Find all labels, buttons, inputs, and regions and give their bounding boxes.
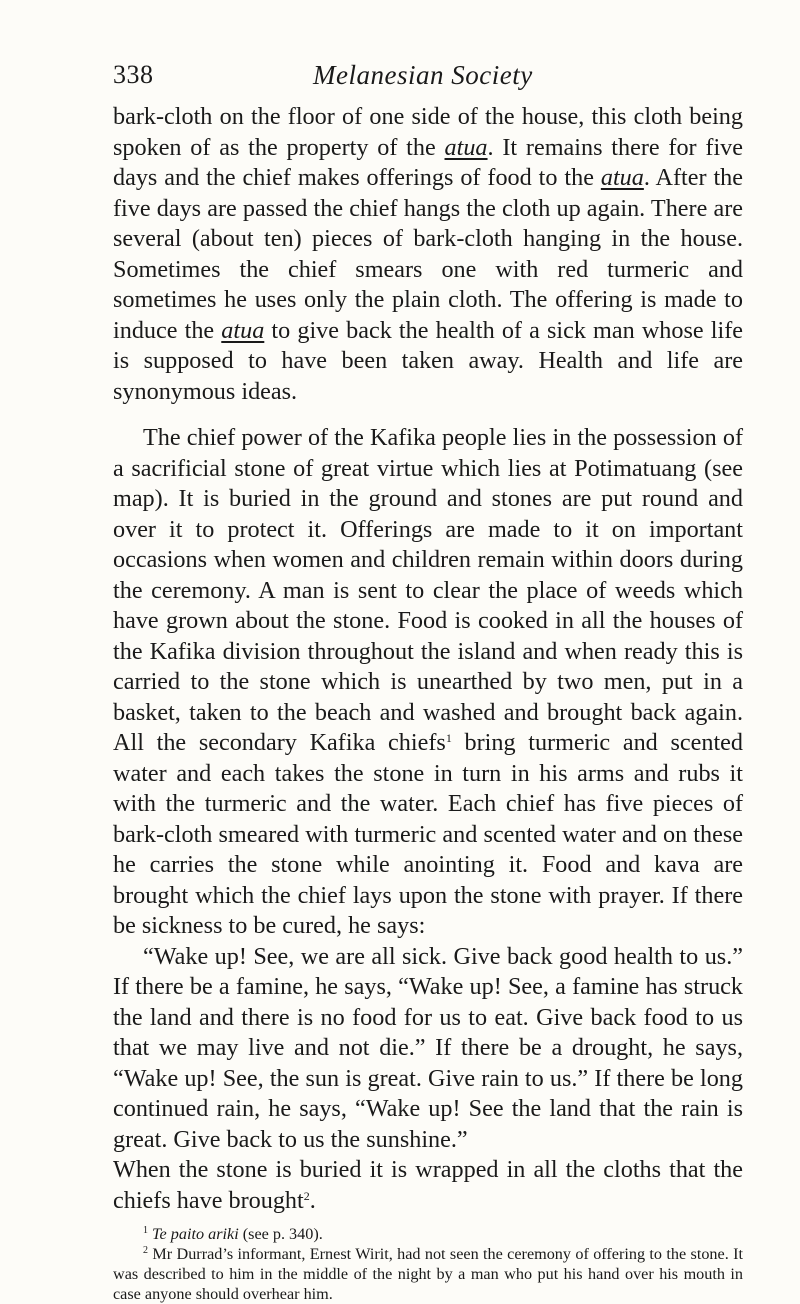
text-run: . After the five days are passed the chief hangs the cloth up again. There are several (about ten) pieces of bark-cloth hanging in the house. Sometimes the chief smears one with red turmeric and sometimes he uses only the plain cloth. The offering is made to induce the <box>113 164 743 344</box>
footnote-italic: Te paito ariki <box>152 1225 239 1243</box>
text-run: When the stone is buried it is wrapped in all the cloths that the chiefs have brought <box>113 1156 743 1214</box>
term-atua: atua <box>444 133 488 161</box>
footnote-number: 1 <box>143 1225 148 1236</box>
text-run: bark-cloth on the floor of one side of the house, this cloth being spoken of as the property of the <box>113 103 743 161</box>
running-title: Melanesian Society <box>313 60 533 90</box>
footnote-ref-1[interactable]: 1 <box>445 731 452 745</box>
footnote-2 <box>113 1244 743 1304</box>
paragraph-4 <box>113 1155 743 1216</box>
text-run: . It remains there for five days and the chief makes offerings of food to the <box>113 133 743 191</box>
footnotes <box>113 1224 743 1304</box>
page-number: 338 <box>113 60 154 89</box>
footnote-text: (see p. 340). <box>238 1225 323 1243</box>
footnote-1 <box>113 1224 743 1244</box>
text-run: to give back the health of a sick man whose life is supposed to have been taken away. Health and life are synonymous ideas. <box>113 316 743 405</box>
term-atua: atua <box>600 164 644 191</box>
paragraph-2 <box>113 423 743 942</box>
text-run: . <box>309 1186 316 1214</box>
text-run: bring turmeric and scented water and each takes the stone in turn in his arms and rubs it with the turmeric and the water. Each chief has five pieces of bark-cloth smeared with turmeric and scented water and on these he carries the stone while anointing it. Food and kava are brought which the chief lays upon the stone with prayer. If there be sickness to be cured, he says: <box>113 729 743 939</box>
footnote-ref-2[interactable]: 2 <box>303 1188 310 1203</box>
paragraph-3: “Wake up! See, we are all sick. Give back good health to us.” If there be a famine, he says, “Wake up! See, a famine has struck the land and there is no food for us to eat. Give back food to us that we may live and not die.” If there be a drought, he says, “Wake up! See, the sun is great. Give rain to us.” If there be long continued rain, he says, “Wake up! See the land that the rain is great. Give back to us the sunshine.” <box>113 942 743 1153</box>
footnote-number: 2 <box>143 1245 148 1256</box>
main-text <box>113 102 743 1304</box>
text-run: The chief power of the Kafika people lies in the possession of a sacrificial stone of great virtue which lies at Potimatuang (see map). It is buried in the ground and stones are put round and over it to protect it. Offerings are made to it on important occasions when women and children remain within doors during the ceremony. A man is sent to clear the place of weeds which have grown about the stone. Food is cooked in all the houses of the Kafika division throughout the island and when ready this is carried to the stone which is unearthed by two men, put in a basket, taken to the beach and washed and brought back again. All the secondary Kafika chiefs <box>113 424 743 756</box>
paragraph-1 <box>113 102 743 407</box>
term-atua: atua <box>221 316 265 344</box>
footnote-text: Mr Durrad’s informant, Ernest Wirit, had not seen the ceremony of offering to the stone. It was described to him in the middle of the night by a man who put his hand over his mouth in case anyone should overhear him. <box>113 1245 743 1303</box>
page-header <box>113 60 743 100</box>
